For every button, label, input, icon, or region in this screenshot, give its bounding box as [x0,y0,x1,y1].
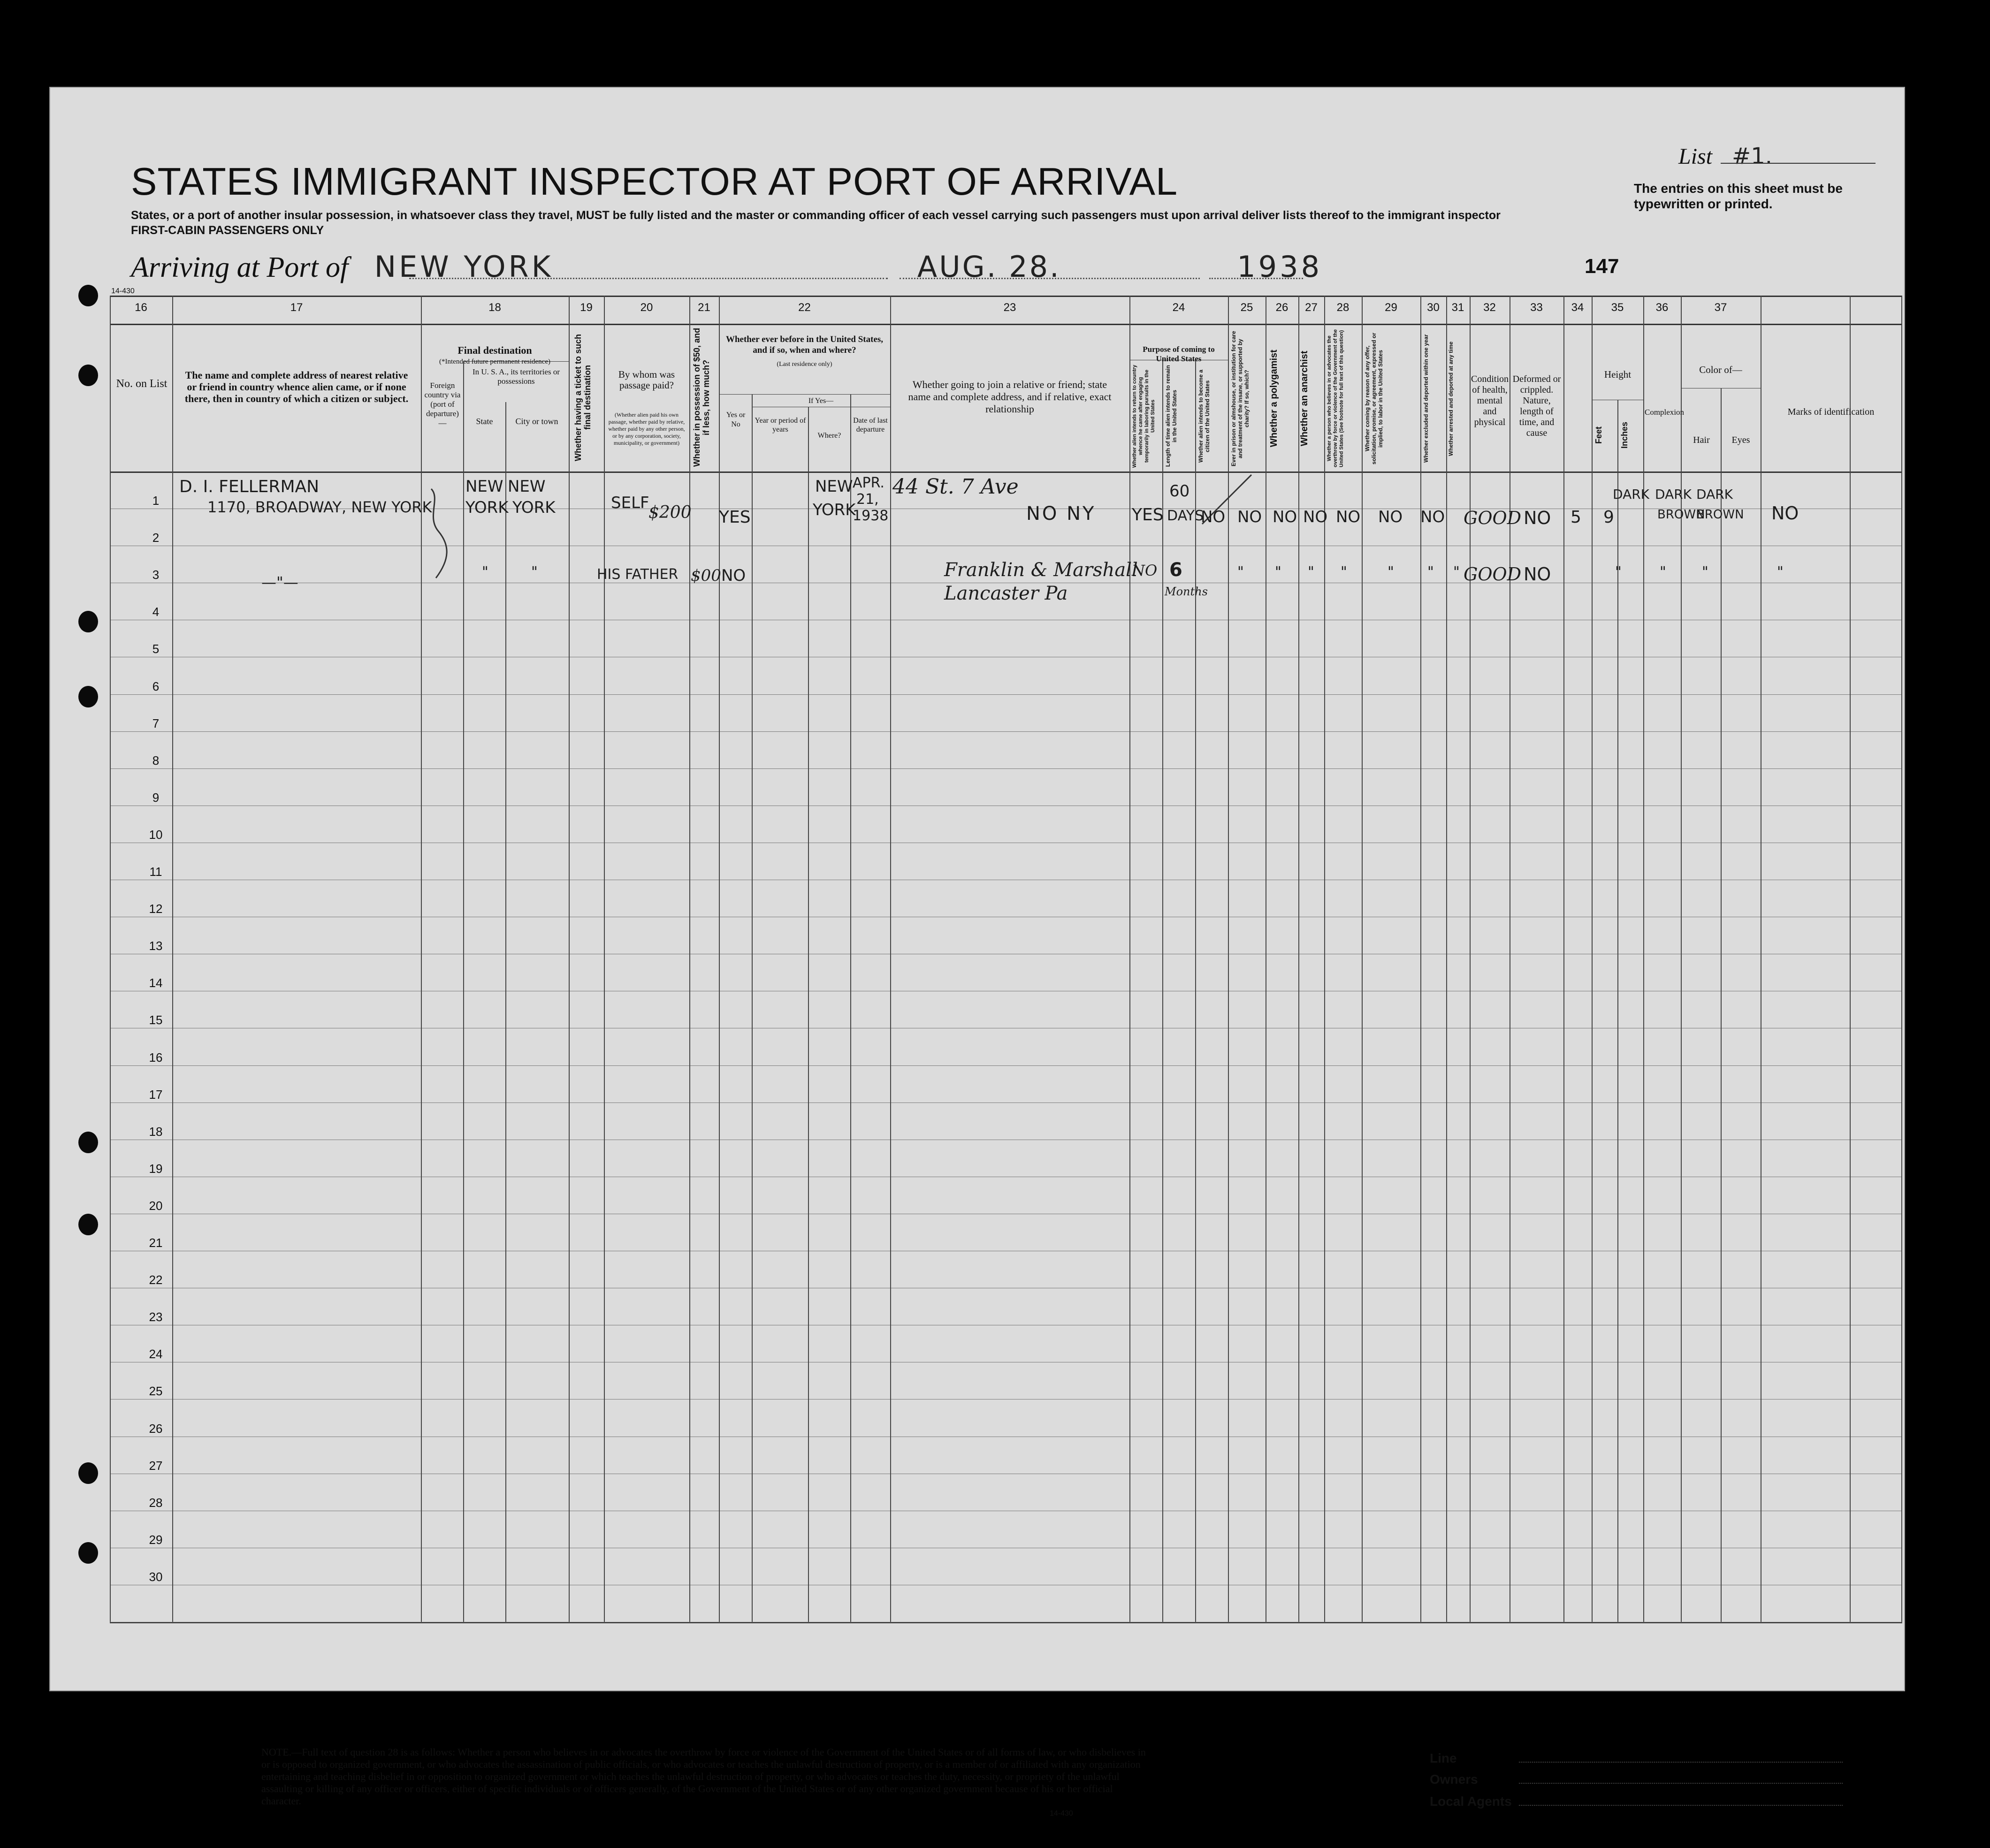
polygamist: NO [1237,508,1262,526]
excluded-deported: NO [1378,508,1403,526]
ditto-mark: " [1702,564,1708,580]
column-number-border [110,324,1902,325]
col-border [1592,296,1593,1622]
passage-paid-by: HIS FATHER [597,566,679,583]
join-relative: Lancaster Pa [944,583,1068,604]
money-value: $00 [691,566,721,585]
col30-header: Whether excluded and deported within one year [1423,334,1429,463]
col-border [890,296,891,1622]
footer-form-number: 14-430 [1050,1810,1073,1818]
row-line [110,731,1902,732]
column-number: 23 [1003,301,1016,314]
col22-year: Year or period of years [755,417,806,433]
col29-header: Whether coming by reason of any offer, solicitation, promise, or agreement, expressed or implied, to labor in the United States [1364,333,1384,464]
col22-where: Where? [817,432,841,440]
row-number: 3 [152,568,160,582]
col25-header: Ever in prison or almshouse, or institution for care and treatment of the insane, or supported by charity? If so, which? [1230,331,1250,466]
where-value-b: YORK [813,501,856,519]
hair-color: DARK [1655,487,1692,502]
column-number: 27 [1305,301,1318,314]
col18-city: City or town [515,417,558,426]
city-value-a: NEW [508,477,546,496]
row-number: 5 [152,642,160,656]
col35-header: Complexion [1645,408,1685,417]
ditto-mark: " [1453,564,1460,580]
eye-color: BROWN [1696,508,1744,522]
col-border [1362,296,1363,1622]
row-number: 23 [149,1310,163,1324]
col-border [604,296,605,1622]
port-dotted-line [409,278,888,279]
state-ditto: " [482,564,488,580]
arriving-line: Arriving at Port of NEW YORK AUG. 28. 1938 [131,250,1323,284]
col17-header: The name and complete address of nearest relative or friend in country whence alien came, or if none there, then in country of which a citizen or subject. [184,369,409,404]
list-label: List #1. [1678,143,1773,169]
foreign-port-scribble [422,479,462,587]
col36-title: Color of— [1699,364,1742,375]
punch-hole [78,1462,98,1484]
passage-paid-by: SELF [611,494,649,512]
row-number: 26 [149,1421,163,1436]
state-value-a: NEW [465,477,503,496]
row-number: 29 [149,1532,163,1547]
col24-length: Length of time alien intends to remain in the United States [1165,365,1178,467]
join-relative: NO NY [1026,503,1096,525]
column-number: 18 [488,301,501,314]
col-border [1850,296,1851,1622]
labor-offer: NO [1336,508,1361,526]
col-border [110,296,111,1622]
row-number: 14 [149,976,163,990]
header-bottom-border [110,472,1902,473]
row-number: 22 [149,1273,163,1287]
ditto-mark: " [1615,564,1622,580]
col23-header: Whether going to join a relative or friend; state name and complete address, and if relative, exact relationship [908,379,1112,415]
col19-header: Whether having a ticket to such final destination [573,334,592,461]
row-number: 6 [152,679,160,693]
deformed-crippled: NO [1524,564,1551,585]
date-departure-c: 1938 [853,508,889,524]
row-number: 18 [149,1124,163,1139]
row-number: 1 [152,494,160,508]
col26-header: Whether a polygamist [1269,350,1279,448]
row-number: 17 [149,1087,163,1102]
health-condition: GOOD [1464,564,1522,585]
length-of-stay: DAYS [1167,508,1204,524]
col22-subtitle: (Last residence only) [777,361,832,368]
col24-return: Whether alien intends to return to country whence he came after engaging temporarily in laboring pursuits in the United States [1132,365,1156,468]
arrested-deported: NO [1420,508,1445,526]
column-number: 17 [290,301,303,314]
col-border [1298,296,1299,1622]
col22-ifyes: If Yes— [808,397,834,405]
column-number: 37 [1714,301,1727,314]
length-of-stay: 60 [1169,482,1190,501]
col34-feet: Feet [1594,426,1603,444]
entries-note: The entries on this sheet must be typewritten or printed. [1634,181,1843,211]
header-class: FIRST-CABIN PASSENGERS ONLY [131,224,324,237]
column-number: 24 [1172,301,1185,314]
row-number: 9 [152,790,160,805]
col-border [752,394,753,1622]
manifest-sheet [49,87,1905,1818]
punch-hole [78,1542,98,1564]
column-number: 35 [1611,301,1624,314]
row-number: 7 [152,716,160,730]
column-number: 22 [798,301,811,314]
been-before: YES [719,508,751,527]
col20-title: By whom was passage paid? [618,369,675,391]
line-underline [1519,1762,1843,1763]
col-border [1721,388,1722,1622]
col18-state: State [476,417,493,426]
col27-header: Whether an anarchist [1299,350,1310,447]
col-border [1617,400,1618,1622]
col36-hair: Hair [1693,435,1710,445]
been-before: NO [721,566,746,585]
column-number: 29 [1385,301,1397,314]
row-line [110,694,1902,695]
list-line [1721,163,1876,164]
money-value: $200 [648,503,692,522]
relative-address: 1170, BROADWAY, NEW YORK [207,498,432,516]
ditto-mark: " [1275,564,1281,580]
col-border [1420,296,1421,1622]
row-number: 20 [149,1198,163,1213]
row-number: 12 [149,902,163,916]
row-number: 2 [152,531,160,545]
intends-return: YES [1132,505,1164,525]
col-border [505,402,506,1622]
punch-hole [78,365,98,386]
state-value-b: YORK [465,498,509,517]
header-instructions: States, or a port of another insular possession, in whatsoever class they travel, MUST be fully listed and the master or commanding officer of each vessel carrying such passengers must upon arrival deliver lists thereof to the immigrant inspector [131,209,1501,222]
column-number: 34 [1571,301,1584,314]
col21-header: Whether in possession of $50, and if less, how much? [692,327,711,467]
col18-title: Final destination [457,344,532,356]
row-number: 25 [149,1384,163,1399]
city-value-b: YORK [512,498,556,517]
subheader-line [719,394,890,395]
row-number: 24 [149,1347,163,1361]
row-number: 8 [152,753,160,768]
owners-underline [1519,1783,1843,1784]
join-relative: 44 St. 7 Ave [892,475,1019,499]
col-border [569,296,570,1622]
row-number: 21 [149,1236,163,1250]
year-dotted-line [1209,278,1303,279]
column-number: 19 [580,301,593,314]
col-border [1563,296,1564,1622]
col37-header: Marks of identification [1787,407,1875,417]
col-border [463,361,464,1622]
col36-eyes: Eyes [1731,435,1750,445]
col-border [719,296,720,1622]
length-of-stay: 6 [1169,559,1182,581]
col-border [1470,296,1471,1622]
col22-title: Whether ever before in the United States, and if so, when and where? [725,335,884,355]
row-number: 28 [149,1495,163,1510]
col24-citizen: Whether alien intends to become a citizen of the United States [1197,369,1211,463]
footnote: NOTE.—Full text of question 28 is as follows: Whether a person who believes in or advocates the overthrow by force or violence of the Government of the United States or of all forms of law, or who disbelieves in or is opposed to organized government, or who advocates the assassination of public officials, or who advocates or teaches the unlawful destruction of property, or is a member of or affiliated with any organization entertaining and teaching disbelief in or opposition to organized government or which teaches the unlawful destruction of property, or who advocates or teaches the duty, necessity, or propriety of the unlawful assaulting or killing of any officer or officers, either of specific individuals or of officers generally, of the Government of the United States or of any other organized government because of his or her official character. [261,1746,1146,1807]
column-number: 30 [1427,301,1440,314]
health-condition: GOOD [1464,508,1522,528]
sheet-number: 147 [1585,255,1619,278]
local-agents-label: Local Agents [1430,1794,1512,1809]
col18-subtitle: (*Intended future permanent residence) [439,358,550,365]
height-feet: 5 [1571,508,1581,527]
relative-name: D. I. FELLERMAN [179,477,320,496]
punch-hole [78,1214,98,1235]
row-number: 30 [149,1569,163,1584]
row-number: 19 [149,1161,163,1176]
row-number: 16 [149,1050,163,1065]
ditto-mark: " [1777,564,1784,580]
row-number: 4 [152,605,160,619]
col-border [808,407,809,1622]
owners-label: Owners [1430,1772,1478,1787]
col24-title: Purpose of coming to United States [1143,345,1215,363]
col22-yesno: Yes or No [726,411,746,428]
col-border [1324,296,1325,1622]
line-label: Line [1430,1751,1457,1765]
date-dotted-line [900,278,1200,279]
date-departure-a: APR. [853,475,884,491]
hair-color: BROWN [1657,508,1705,522]
table-top-border [110,296,1902,297]
join-relative: Franklin & Marshall [944,559,1138,581]
col16-header: No. on List [116,378,168,390]
ditto-mark: " [1237,564,1244,580]
ditto-mark: " [1341,564,1347,580]
col-border [1162,360,1163,1622]
column-number: 31 [1451,301,1464,314]
complexion: DARK [1613,487,1650,502]
date-departure-b: 21, [856,491,879,508]
ditto-mark: " [1388,564,1394,580]
row-number: 27 [149,1458,163,1473]
overthrow-question: NO [1303,508,1328,526]
height-inches: 9 [1603,508,1614,527]
col-border [1195,360,1196,1622]
col-border [1901,296,1902,1622]
city-ditto: " [531,564,538,580]
agents-underline [1519,1805,1843,1806]
eye-color: DARK [1696,487,1733,502]
column-number: 36 [1655,301,1669,314]
row-number: 15 [149,1013,163,1027]
column-number: 21 [698,301,710,314]
column-number: 28 [1336,301,1350,314]
col28-header: Whether a person who believes in or advocates the overthrow by force or violence of the Government of the United States (See footnote for full text of this question) [1327,329,1344,468]
punch-hole [78,686,98,707]
row-line [110,768,1902,769]
row-number: 11 [149,865,162,879]
col33-header: Deformed or crippled. Nature, length of time, and cause [1512,374,1561,438]
ditto-mark: " [1427,564,1434,580]
intends-return: NO [1132,562,1158,579]
row-number: 13 [149,939,163,953]
prison-almshouse: NO [1201,508,1226,526]
col22-date: Date of last departure [853,417,888,433]
col18-usa: In U. S. A., its territories or possessions [472,367,560,386]
row-line [110,1065,1902,1066]
column-number: 16 [135,301,147,314]
col-border [1129,296,1130,1622]
length-of-stay: Months [1165,585,1208,598]
column-number: 32 [1483,301,1496,314]
page-title: STATES IMMIGRANT INSPECTOR AT PORT OF ARRIVAL [131,160,1178,203]
deformed-crippled: NO [1524,508,1551,528]
punch-hole [78,1132,98,1153]
ditto-mark: " [1308,564,1314,580]
col-border [1446,296,1447,1622]
ditto-mark: " [1660,564,1666,580]
column-number: 33 [1530,301,1543,314]
col20-subtitle: (Whether alien paid his own passage, whether paid by relative, whether paid by any other person, or by any corporation, society, municipality, or government) [608,411,685,446]
punch-hole [78,285,98,306]
col34-title: Height [1604,369,1632,380]
row-number: 10 [149,827,163,842]
where-value-a: NEW [815,477,853,496]
col32-header: Condition of health, mental and physical [1471,374,1509,427]
col-border [689,296,690,1622]
form-number: 14-430 [111,287,135,295]
punch-hole [78,611,98,632]
col-border [850,394,851,1622]
anarchist: NO [1273,508,1297,526]
col31-header: Whether arrested and deported at any time [1448,341,1454,456]
marks-identification: NO [1771,503,1799,524]
column-number: 25 [1240,301,1253,314]
col18-foreign: Foreign country via (port of departure)— [424,381,461,427]
column-number: 20 [640,301,653,314]
relative-ditto: —"— [261,573,298,591]
col34-inches: Inches [1620,421,1629,449]
column-number: 26 [1275,301,1289,314]
